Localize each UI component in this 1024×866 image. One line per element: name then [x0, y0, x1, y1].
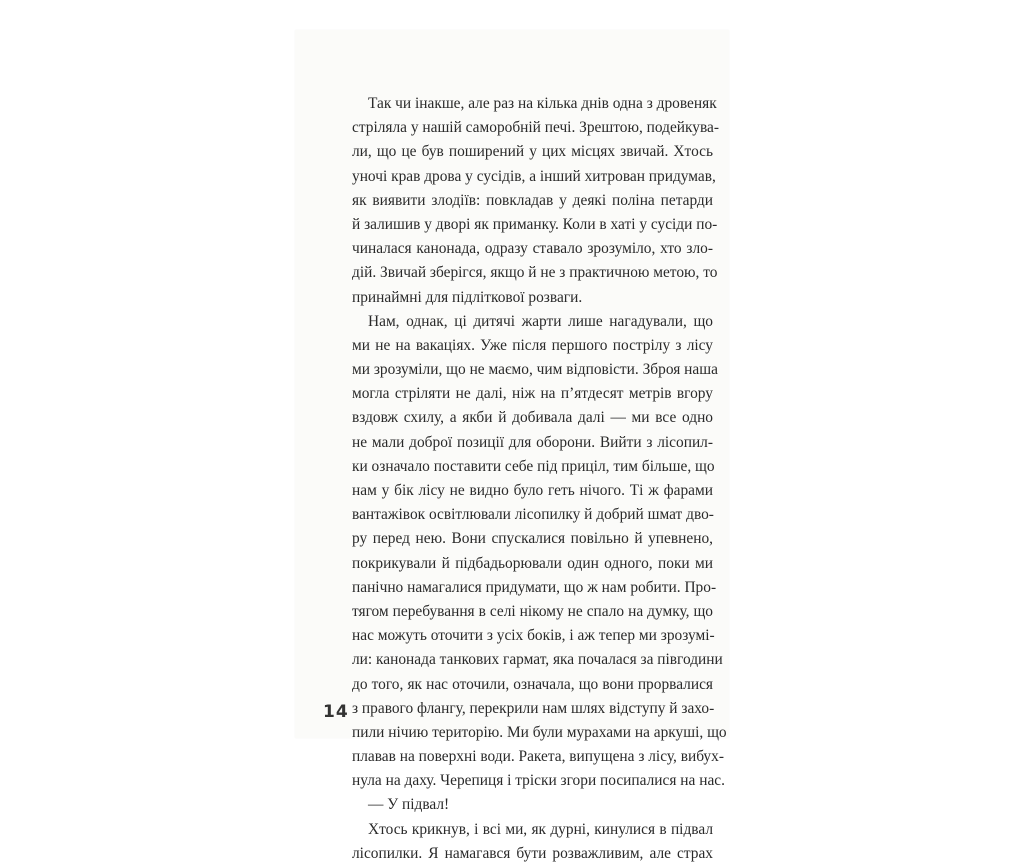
text-line: чиналася канонада, одразу ставало зрозуміло, хто зло- — [352, 240, 713, 258]
text-line: могла стріляти не далі, ніж на п’ятдесят метрів вгору — [352, 385, 713, 403]
text-line: принаймні для підліткової розваги. — [352, 288, 583, 306]
text-line: ли: канонада танкових гармат, яка почалася за півгодини — [352, 651, 723, 669]
text-line: ру перед нею. Вони спускалися повільно й упевнено, — [352, 530, 713, 548]
text-line: панічно намагалися придумати, що ж нам робити. Про- — [352, 578, 717, 596]
text-line: — У підвал! — [368, 796, 450, 814]
text-line: Нам, однак, ці дитячі жарти лише нагадували, що — [368, 312, 713, 330]
text-line: вантажівок освітлювали лісопилку й добрий шмат дво- — [352, 506, 714, 524]
text-line: ки означало поставити себе під приціл, тим більше, що — [352, 457, 715, 475]
text-line: з правого флангу, перекрили нам шлях відступу й захо- — [352, 699, 715, 717]
text-line: вздовж схилу, а якби й добивала далі — ми все одно — [352, 409, 713, 427]
text-line: не мали доброї позиції для оборони. Вийти з лісопил- — [352, 433, 713, 451]
book-page — [295, 30, 729, 862]
body-text — [352, 92, 727, 866]
text-line: Так чи інакше, але раз на кілька днів одна з дровеняк — [368, 95, 717, 112]
text-line: тягом перебування в селі нікому не спало на думку, що — [352, 602, 713, 620]
text-line: як виявити злодіїв: повкладав у деякі поліна петарди — [352, 191, 713, 209]
text-line: ми зрозуміли, що не маємо, чим відповісти. Зброя наша — [352, 361, 718, 379]
text-line: лісопилки. Я намагався бути розважливим, але страх — [352, 844, 713, 862]
text-line: плавав на поверхні води. Ракета, випущена з лісу, вибух- — [352, 748, 724, 766]
text-line: нам у бік лісу не видно було геть нічого. Ті ж фарами — [352, 482, 713, 499]
text-line: й залишив у дворі як приманку. Коли в хаті у сусіди по- — [352, 215, 718, 233]
text-line: до того, як нас оточили, означала, що вони прорвалися — [352, 675, 713, 693]
text-line: нас можуть оточити з усіх боків, і аж тепер ми зрозумі- — [352, 627, 715, 645]
text-line: Хтось крикнув, і всі ми, як дурні, кинулися в підвал — [368, 820, 713, 838]
text-line: уночі крав дрова у сусідів, а інший хитрован придумав, — [352, 167, 716, 185]
text-line: нула на даху. Черепиця і тріски згори посипалися на нас. — [352, 772, 725, 790]
text-line: стріляла у нашій саморобній печі. Зрештою, подейкува- — [352, 119, 720, 137]
text-line: покрикували й підбадьорювали один одного, поки ми — [352, 554, 713, 572]
text-line: ми не на вакаціях. Уже після першого пострілу з лісу — [352, 336, 713, 354]
page-number: 14 — [323, 702, 349, 722]
text-line: дій. Звичай зберігся, якщо й не з практичною метою, то — [352, 264, 718, 282]
text-line: пили нічию територію. Ми були мурахами на аркуші, що — [352, 723, 727, 741]
text-line: ли, що це був поширений у цих місцях звичай. Хтось — [352, 143, 713, 161]
